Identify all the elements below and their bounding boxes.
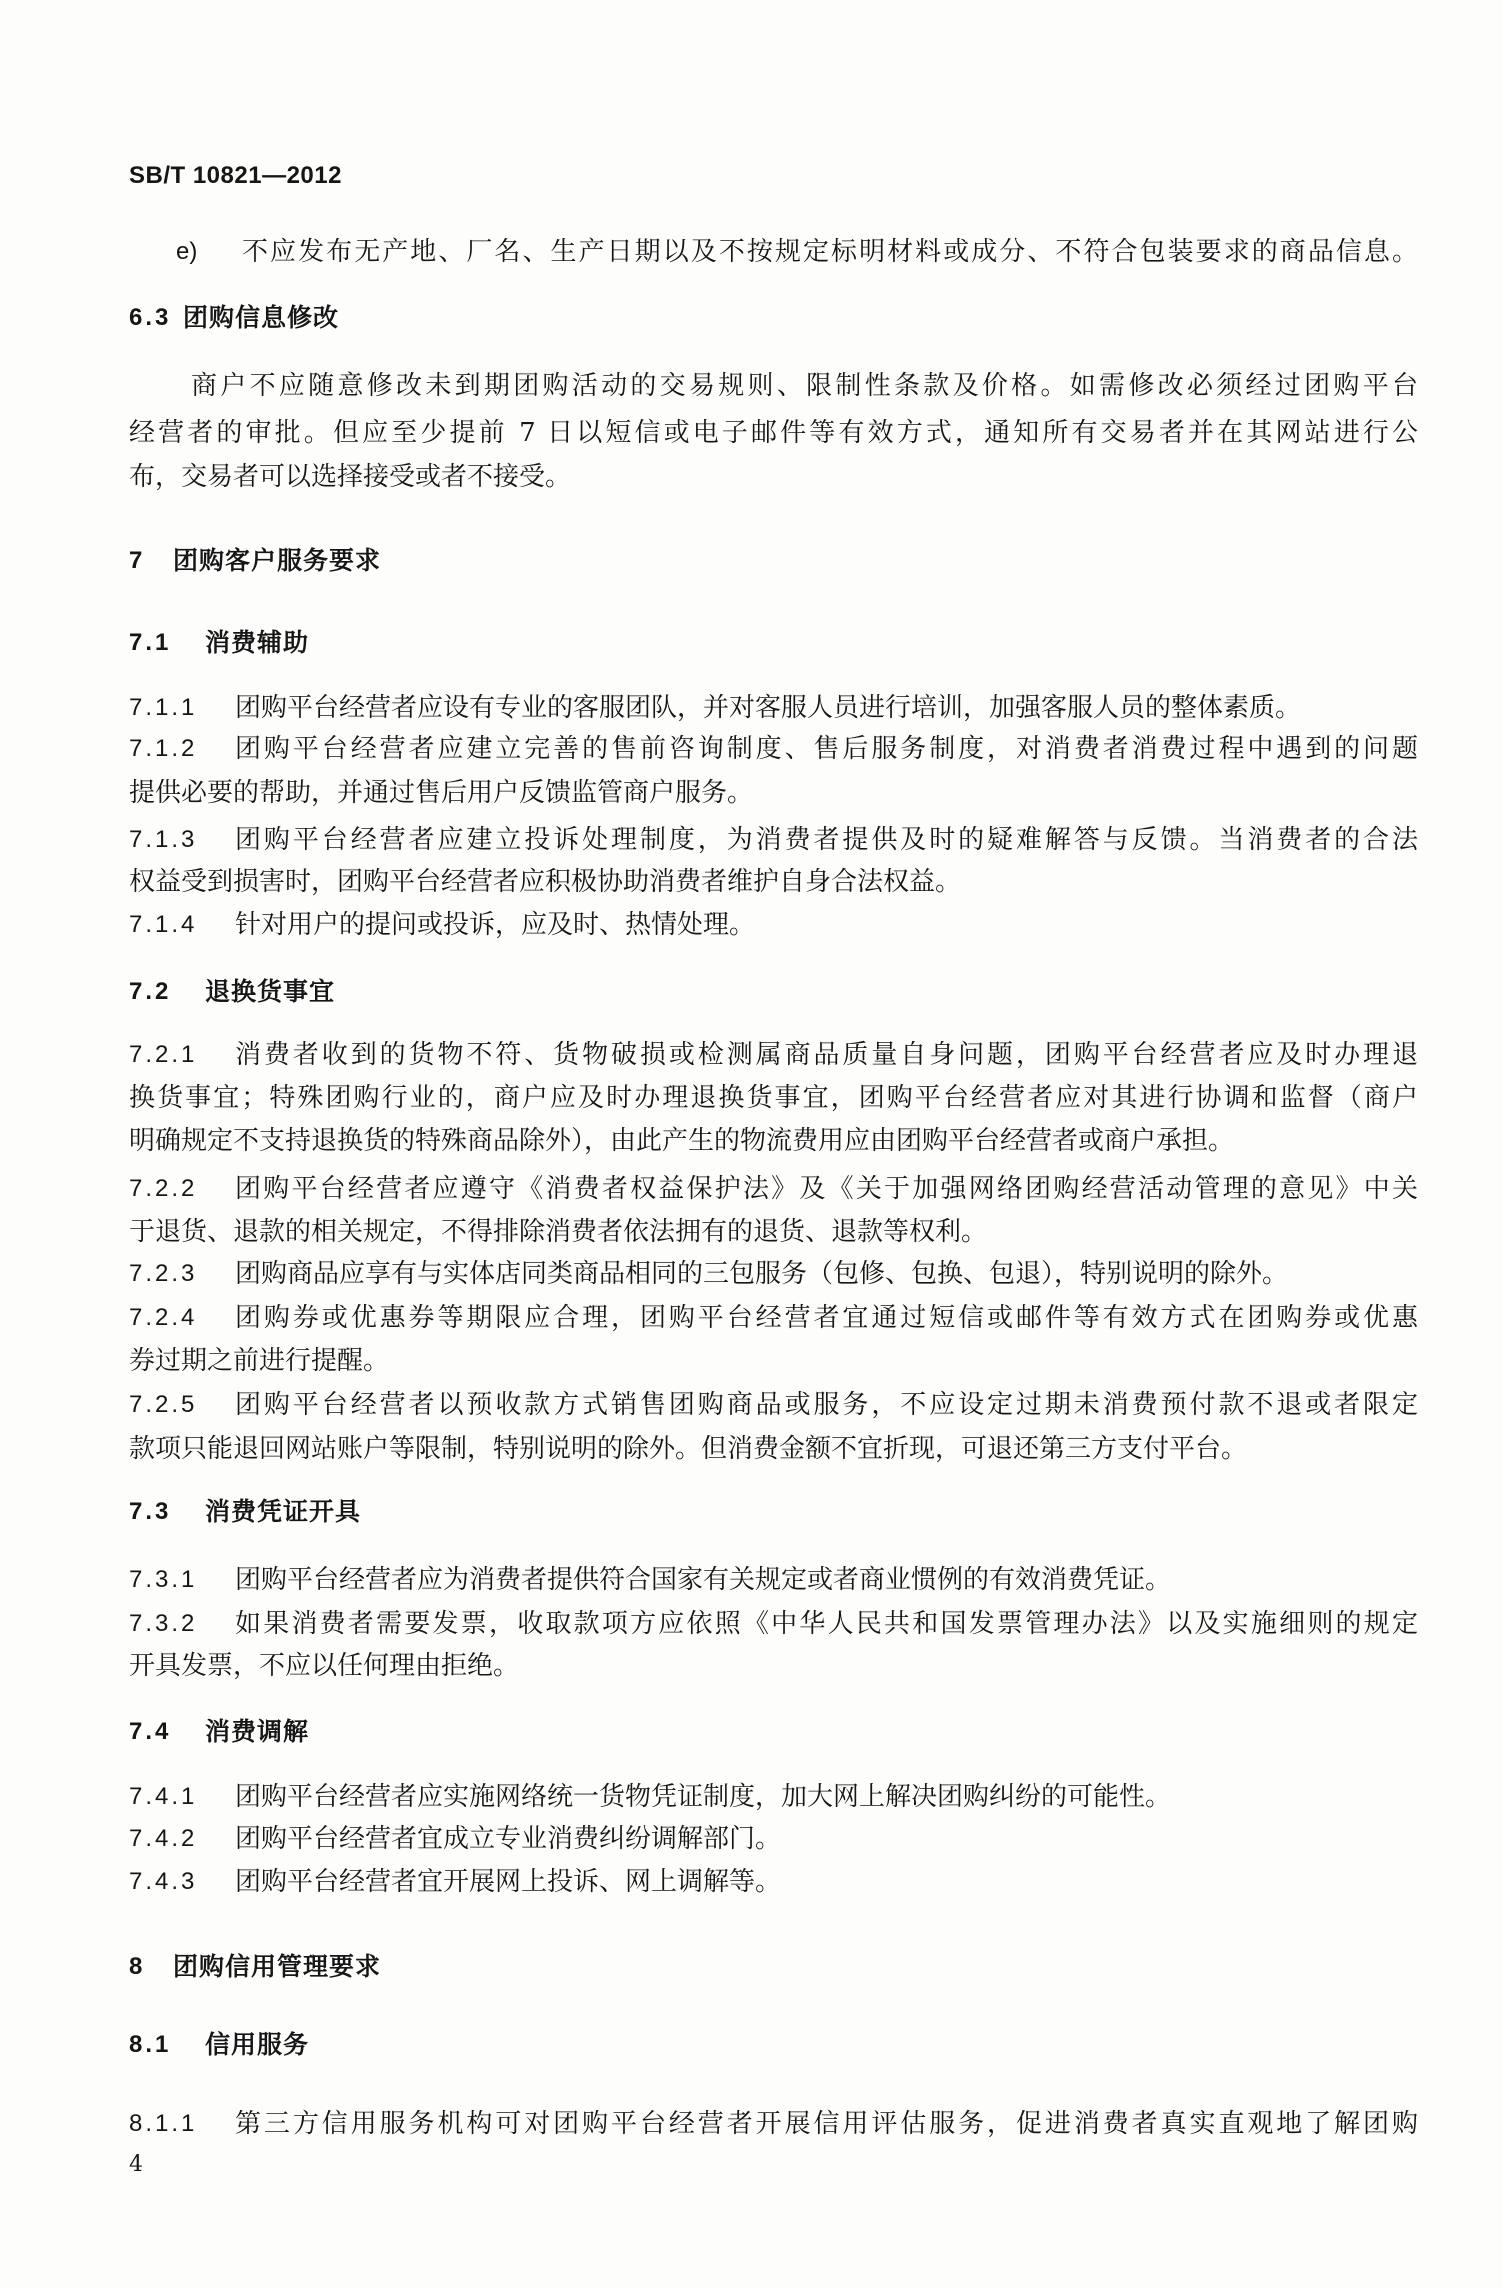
section-number: 8.1: [129, 2031, 172, 2058]
clause-number: 7.4.1: [129, 1783, 198, 1810]
chapter-number: 8: [129, 1953, 146, 1980]
clause-text-line: 消费者收到的货物不符、货物破损或检测属商品质量自身问题，团购平台经营者应及时办理退: [235, 1040, 1418, 1070]
section-title: 消费辅助: [205, 628, 310, 657]
paragraph-line: 布，交易者可以选择接受或者不接受。: [129, 462, 572, 492]
list-item-label: e): [176, 238, 198, 265]
clause-number: 7.2.5: [129, 1391, 198, 1418]
section-title: 消费调解: [205, 1717, 310, 1746]
clause-text-line: 券过期之前进行提醒。: [129, 1346, 390, 1376]
section-number: 7.3: [129, 1498, 172, 1525]
chapter-title: 团购客户服务要求: [173, 546, 382, 575]
clause-number: 7.1.2: [129, 735, 198, 762]
clause-number: 7.4.3: [129, 1868, 198, 1895]
section-number: 7.2: [129, 978, 172, 1005]
section-number: 6.3: [129, 304, 172, 331]
clause-text-line: 明确规定不支持退换货的特殊商品除外），由此产生的物流费用应由团购平台经营者或商户承担。: [129, 1126, 1235, 1156]
section-title: 团购信息修改: [183, 303, 340, 332]
clause-text-line: 团购平台经营者宜开展网上投诉、网上调解等。: [235, 1867, 782, 1897]
clause-text-line: 团购商品应享有与实体店同类商品相同的三包服务（包修、包换、包退），特别说明的除外。: [235, 1259, 1289, 1289]
clause-number: 7.4.2: [129, 1825, 198, 1852]
list-item-text: 不应发布无产地、厂名、生产日期以及不按规定标明材料或成分、不符合包装要求的商品信息。: [242, 237, 1418, 267]
section-number: 7.4: [129, 1718, 172, 1745]
clause-number: 7.2.3: [129, 1260, 198, 1287]
clause-number: 7.1.3: [129, 826, 198, 853]
clause-text-line: 团购平台经营者以预收款方式销售团购商品或服务，不应设定过期未消费预付款不退或者限定: [235, 1390, 1418, 1420]
section-number: 7.1: [129, 629, 172, 656]
clause-number: 7.1.1: [129, 694, 198, 721]
clause-number: 7.1.4: [129, 911, 198, 938]
paragraph-line: 商户不应随意修改未到期团购活动的交易规则、限制性条款及价格。如需修改必须经过团购平台: [191, 371, 1418, 401]
clause-text-line: 团购平台经营者宜成立专业消费纠纷调解部门。: [235, 1824, 782, 1854]
section-title: 信用服务: [205, 2030, 310, 2059]
chapter-number: 7: [129, 547, 146, 574]
clause-text-line: 团购平台经营者应建立投诉处理制度，为消费者提供及时的疑难解答与反馈。当消费者的合法: [235, 825, 1418, 855]
section-title: 消费凭证开具: [205, 1497, 362, 1526]
clause-text-line: 款项只能退回网站账户等限制，特别说明的除外。但消费金额不宜折现，可退还第三方支付平台。: [129, 1434, 1248, 1464]
paragraph-line: 经营者的审批。但应至少提前 7 日以短信或电子邮件等有效方式，通知所有交易者并在其网站进行公: [129, 418, 1418, 448]
section-title: 退换货事宜: [205, 977, 336, 1006]
clause-text-line: 于退货、退款的相关规定，不得排除消费者依法拥有的退货、退款等权利。: [129, 1217, 988, 1247]
clause-text-line: 团购平台经营者应设有专业的客服团队，并对客服人员进行培训，加强客服人员的整体素质。: [235, 693, 1302, 723]
clause-number: 7.2.2: [129, 1175, 198, 1202]
clause-text-line: 如果消费者需要发票，收取款项方应依照《中华人民共和国发票管理办法》以及实施细则的规定: [235, 1609, 1418, 1639]
clause-number: 7.3.2: [129, 1610, 198, 1637]
clause-number: 8.1.1: [129, 2110, 198, 2137]
clause-number: 7.2.4: [129, 1304, 198, 1331]
clause-text-line: 权益受到损害时，团购平台经营者应积极协助消费者维护自身合法权益。: [129, 867, 962, 897]
clause-text-line: 团购平台经营者应为消费者提供符合国家有关规定或者商业惯例的有效消费凭证。: [235, 1565, 1172, 1595]
clause-text-line: 提供必要的帮助，并通过售后用户反馈监管商户服务。: [129, 778, 754, 808]
page-number: 4: [129, 2152, 143, 2177]
clause-number: 7.3.1: [129, 1566, 198, 1593]
clause-text-line: 开具发票，不应以任何理由拒绝。: [129, 1651, 520, 1681]
clause-text-line: 团购平台经营者应建立完善的售前咨询制度、售后服务制度，对消费者消费过程中遇到的问题: [235, 734, 1418, 764]
clause-text-line: 团购平台经营者应遵守《消费者权益保护法》及《关于加强网络团购经营活动管理的意见》中关: [235, 1174, 1418, 1204]
chapter-title: 团购信用管理要求: [173, 1952, 382, 1981]
clause-text-line: 针对用户的提问或投诉，应及时、热情处理。: [235, 910, 756, 940]
clause-text-line: 第三方信用服务机构可对团购平台经营者开展信用评估服务，促进消费者真实直观地了解团购: [235, 2109, 1418, 2139]
standard-code-header: SB/T 10821—2012: [129, 162, 342, 189]
clause-text-line: 换货事宜；特殊团购行业的，商户应及时办理退换货事宜，团购平台经营者应对其进行协调和监督（商户: [129, 1083, 1418, 1113]
clause-text-line: 团购平台经营者应实施网络统一货物凭证制度，加大网上解决团购纠纷的可能性。: [235, 1782, 1172, 1812]
clause-number: 7.2.1: [129, 1041, 198, 1068]
clause-text-line: 团购券或优惠券等期限应合理，团购平台经营者宜通过短信或邮件等有效方式在团购券或优惠: [235, 1303, 1418, 1333]
